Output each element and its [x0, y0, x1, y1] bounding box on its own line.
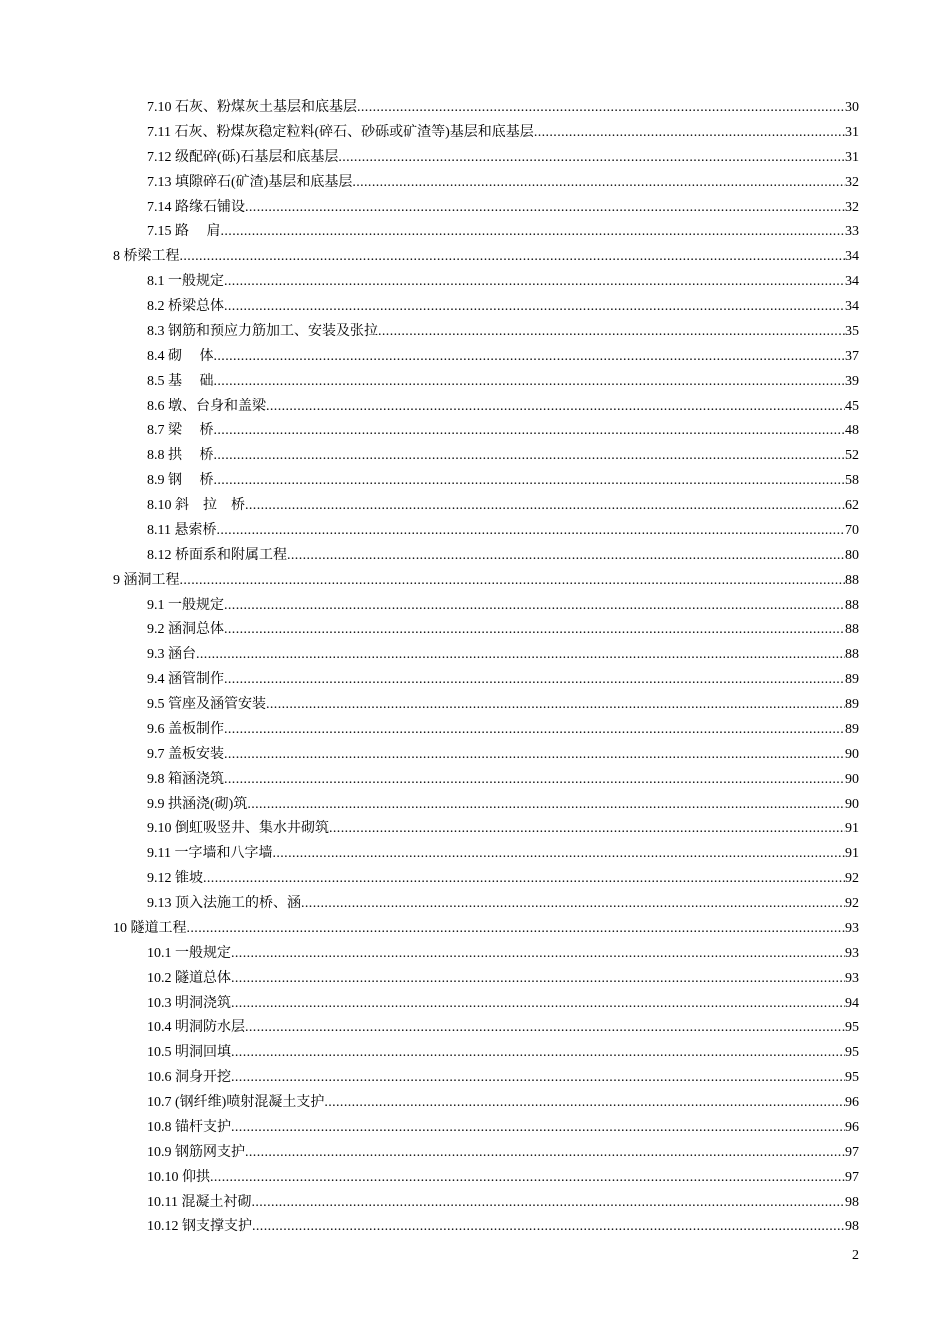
- toc-entry-page: 80: [845, 547, 859, 563]
- toc-entry-title: 9.9 拱涵浇(砌)筑: [147, 796, 248, 812]
- toc-entry-page: 31: [845, 149, 859, 165]
- toc-section-entry[interactable]: [0, 469, 950, 494]
- toc-entry-line: [147, 1116, 859, 1141]
- toc-entry-page: 30: [845, 100, 859, 115]
- dot-leader: [301, 892, 845, 917]
- toc-section-entry[interactable]: [0, 594, 950, 619]
- dot-leader: [378, 320, 845, 345]
- toc-section-entry[interactable]: [0, 693, 950, 718]
- toc-section-entry[interactable]: [0, 768, 950, 793]
- toc-entry-page: 97: [845, 1169, 859, 1185]
- toc-entry-title: 8.7 梁 桥: [147, 423, 214, 439]
- toc-entry-page: 52: [845, 448, 859, 464]
- toc-entry-title: 10.10 仰拱: [147, 1169, 210, 1185]
- toc-section-entry[interactable]: [0, 320, 950, 345]
- toc-section-entry[interactable]: [0, 121, 950, 146]
- dot-leader: [266, 395, 845, 420]
- toc-entry-page: 88: [845, 597, 859, 613]
- dot-leader: [534, 121, 845, 146]
- toc-entry-page: 89: [845, 721, 859, 737]
- toc-entry-page: 89: [845, 672, 859, 688]
- toc-entry-title: 10.6 洞身开挖: [147, 1070, 231, 1086]
- toc-entry-title: 10.1 一般规定: [147, 945, 231, 961]
- toc-entry-line: [147, 618, 859, 643]
- toc-entry-title: 9.4 涵管制作: [147, 672, 224, 688]
- toc-entry-line: [147, 295, 859, 320]
- dot-leader: [224, 768, 845, 793]
- toc-section-entry[interactable]: [0, 544, 950, 569]
- toc-entry-title: 9.7 盖板安装: [147, 746, 224, 762]
- dot-leader: [214, 345, 846, 370]
- toc-section-entry[interactable]: [0, 743, 950, 768]
- toc-entry-line: [147, 967, 859, 992]
- toc-entry-line: [147, 320, 859, 345]
- toc-entry-title: 9.10 倒虹吸竖井、集水井砌筑: [147, 821, 329, 837]
- toc-entry-line: [147, 196, 859, 221]
- dot-leader: [180, 245, 846, 270]
- toc-entry-title: 8 桥梁工程: [113, 249, 180, 265]
- dot-leader: [231, 942, 845, 967]
- toc-section-entry[interactable]: [0, 618, 950, 643]
- toc-section-entry[interactable]: [0, 419, 950, 444]
- dot-leader: [245, 1141, 845, 1166]
- toc-entry-line: [147, 121, 859, 146]
- toc-entry-page: 90: [845, 771, 859, 787]
- toc-section-entry[interactable]: [0, 942, 950, 967]
- toc-entry-title: 10.7 (钢纤维)喷射混凝土支护: [147, 1095, 325, 1110]
- toc-entry-title: 9.2 涵洞总体: [147, 622, 224, 638]
- toc-section-entry[interactable]: [0, 793, 950, 818]
- toc-entry-title: 9.8 箱涵浇筑: [147, 771, 224, 787]
- toc-chapter-entry[interactable]: [0, 569, 950, 594]
- dot-leader: [203, 867, 845, 892]
- toc-entry-page: 58: [845, 473, 859, 489]
- toc-entry-line: [147, 171, 859, 196]
- dot-leader: [221, 220, 846, 245]
- toc-section-entry[interactable]: [0, 1166, 950, 1191]
- toc-entry-title: 8.5 基 础: [147, 373, 214, 389]
- toc-entry-title: 7.11 石灰、粉煤灰稳定粒料(碎石、砂砾或矿渣等)基层和底基层: [147, 124, 534, 140]
- toc-entry-line: [147, 693, 859, 718]
- toc-entry-page: 98: [845, 1219, 859, 1235]
- dot-leader: [245, 196, 845, 221]
- toc-entry-line: [147, 718, 859, 743]
- toc-section-entry[interactable]: [0, 146, 950, 171]
- dot-leader: [272, 842, 845, 867]
- toc-entry-title: 7.13 填隙碎石(矿渣)基层和底基层: [147, 174, 353, 190]
- dot-leader: [224, 718, 845, 743]
- toc-section-entry[interactable]: [0, 395, 950, 420]
- toc-section-entry[interactable]: [0, 1215, 950, 1240]
- toc-entry-page: 93: [845, 945, 859, 961]
- toc-entry-title: 10.12 钢支撑支护: [147, 1219, 252, 1235]
- toc-entry-title: 9 涵洞工程: [113, 572, 180, 588]
- toc-entry-title: 9.13 顶入法施工的桥、涵: [147, 896, 301, 911]
- toc-entry-title: 8.3 钢筋和预应力筋加工、安装及张拉: [147, 323, 378, 339]
- toc-entry-page: 32: [845, 174, 859, 190]
- dot-leader: [224, 295, 845, 320]
- toc-entry-page: 88: [845, 647, 859, 663]
- toc-entry-title: 8.9 钢 桥: [147, 473, 214, 489]
- dot-leader: [216, 519, 845, 544]
- toc-entry-title: 8.2 桥梁总体: [147, 299, 224, 314]
- toc-section-entry[interactable]: [0, 1066, 950, 1091]
- toc-entry-line: [147, 768, 859, 793]
- toc-entry-line: [147, 220, 859, 245]
- toc-section-entry[interactable]: [0, 1191, 950, 1216]
- dot-leader: [214, 370, 846, 395]
- toc-chapter-entry[interactable]: [0, 917, 950, 942]
- dot-leader: [338, 146, 845, 171]
- toc-entry-title: 10 隧道工程: [113, 920, 187, 936]
- toc-entry-title: 8.6 墩、台身和盖梁: [147, 398, 266, 414]
- toc-section-entry[interactable]: [0, 494, 950, 519]
- toc-entry-title: 9.12 锥坡: [147, 871, 203, 887]
- toc-entry-title: 9.11 一字墙和八字墙: [147, 846, 273, 862]
- toc-entry-title: 9.6 盖板制作: [147, 721, 224, 737]
- toc-section-entry[interactable]: [0, 643, 950, 668]
- toc-entry-page: 34: [845, 249, 859, 265]
- toc-entry-line: [147, 370, 859, 395]
- toc-section-entry[interactable]: [0, 967, 950, 992]
- toc-entry-title: 10.9 钢筋网支护: [147, 1144, 245, 1160]
- toc-section-entry[interactable]: [0, 1041, 950, 1066]
- toc-entry-line: [147, 270, 859, 295]
- toc-entry-page: 34: [845, 274, 859, 290]
- toc-section-entry[interactable]: [0, 718, 950, 743]
- toc-entry-line: [147, 1141, 859, 1166]
- toc-section-entry[interactable]: [0, 1016, 950, 1041]
- toc-entry-page: 95: [845, 1045, 859, 1061]
- toc-entry-page: 32: [845, 199, 859, 215]
- toc-entry-title: 10.5 明洞回填: [147, 1045, 231, 1061]
- toc-entry-line: [147, 345, 859, 370]
- toc-section-entry[interactable]: [0, 270, 950, 295]
- dot-leader: [247, 793, 845, 818]
- toc-entry-line: [113, 917, 859, 942]
- dot-leader: [352, 171, 845, 196]
- toc-entry-page: 91: [845, 846, 859, 862]
- toc-entry-line: [147, 1041, 859, 1066]
- toc-entry-title: 9.3 涵台: [147, 647, 196, 663]
- toc-entry-page: 92: [845, 896, 859, 911]
- dot-leader: [214, 444, 846, 469]
- toc-entry-page: 92: [845, 871, 859, 887]
- toc-entry-line: [147, 444, 859, 469]
- toc-entry-page: 48: [845, 423, 859, 439]
- dot-leader: [251, 1191, 845, 1216]
- toc-entry-line: [147, 842, 859, 867]
- toc-entry-line: [147, 594, 859, 619]
- dot-leader: [287, 544, 845, 569]
- dot-leader: [210, 1166, 845, 1191]
- toc-entry-line: [113, 245, 859, 270]
- page-number: 2: [852, 1248, 859, 1263]
- toc-entry-line: [147, 494, 859, 519]
- dot-leader: [357, 96, 845, 121]
- toc-entry-title: 10.3 明洞浇筑: [147, 995, 231, 1011]
- dot-leader: [231, 1116, 845, 1141]
- dot-leader: [224, 668, 845, 693]
- toc-section-entry[interactable]: [0, 867, 950, 892]
- dot-leader: [224, 270, 845, 295]
- toc-entry-line: [147, 1016, 859, 1041]
- toc-section-entry[interactable]: [0, 220, 950, 245]
- toc-entry-page: 34: [845, 299, 859, 314]
- toc-section-entry[interactable]: [0, 370, 950, 395]
- toc-entry-line: [147, 96, 859, 121]
- dot-leader: [252, 1215, 845, 1240]
- dot-leader: [266, 693, 845, 718]
- toc-entry-page: 91: [845, 821, 859, 837]
- toc-entry-line: [147, 942, 859, 967]
- dot-leader: [196, 643, 845, 668]
- toc-entry-page: 89: [845, 697, 859, 712]
- toc-entry-title: 9.5 管座及涵管安装: [147, 697, 266, 712]
- toc-entry-page: 93: [845, 970, 859, 986]
- toc-entry-line: [147, 892, 859, 917]
- toc-entry-page: 45: [845, 398, 859, 414]
- toc-entry-title: 10.8 锚杆支护: [147, 1119, 231, 1135]
- toc-entry-page: 96: [845, 1119, 859, 1135]
- toc-entry-title: 10.2 隧道总体: [147, 970, 231, 986]
- toc-entry-line: [147, 146, 859, 171]
- dot-leader: [231, 967, 845, 992]
- toc-entry-title: 10.4 明洞防水层: [147, 1020, 245, 1036]
- toc-section-entry[interactable]: [0, 295, 950, 320]
- toc-entry-line: [147, 519, 859, 544]
- toc-entry-line: [147, 1066, 859, 1091]
- toc-entry-page: 94: [845, 995, 859, 1011]
- dot-leader: [224, 743, 845, 768]
- toc-entry-page: 95: [845, 1020, 859, 1036]
- toc-entry-title: 8.1 一般规定: [147, 274, 224, 290]
- toc-section-entry[interactable]: [0, 817, 950, 842]
- toc-section-entry[interactable]: [0, 668, 950, 693]
- toc-entry-line: [147, 544, 859, 569]
- toc-entry-line: [147, 1091, 859, 1116]
- toc-entry-line: [147, 992, 859, 1017]
- toc-entry-page: 90: [845, 746, 859, 762]
- toc-entry-page: 98: [845, 1194, 859, 1210]
- toc-entry-title: 7.10 石灰、粉煤灰土基层和底基层: [147, 100, 357, 115]
- toc-entry-line: [113, 569, 859, 594]
- dot-leader: [224, 594, 845, 619]
- toc-entry-page: 93: [845, 920, 859, 936]
- table-of-contents: [0, 96, 950, 1240]
- toc-entry-line: [147, 743, 859, 768]
- toc-entry-title: 7.15 路 肩: [147, 224, 221, 240]
- toc-section-entry[interactable]: [0, 96, 950, 121]
- toc-entry-page: 70: [845, 522, 859, 538]
- toc-entry-title: 7.12 级配碎(砾)石基层和底基层: [147, 149, 339, 165]
- toc-entry-line: [147, 643, 859, 668]
- toc-section-entry[interactable]: [0, 345, 950, 370]
- dot-leader: [180, 569, 846, 594]
- toc-entry-line: [147, 395, 859, 420]
- toc-section-entry[interactable]: [0, 519, 950, 544]
- dot-leader: [329, 817, 845, 842]
- toc-section-entry[interactable]: [0, 444, 950, 469]
- toc-section-entry[interactable]: [0, 171, 950, 196]
- toc-section-entry[interactable]: [0, 892, 950, 917]
- toc-entry-title: 8.10 斜 拉 桥: [147, 498, 245, 513]
- toc-entry-page: 97: [845, 1144, 859, 1160]
- dot-leader: [231, 1041, 845, 1066]
- dot-leader: [231, 992, 845, 1017]
- toc-entry-title: 9.1 一般规定: [147, 597, 224, 613]
- toc-entry-page: 31: [845, 124, 859, 140]
- dot-leader: [224, 618, 845, 643]
- dot-leader: [245, 494, 845, 519]
- toc-entry-page: 90: [845, 796, 859, 812]
- dot-leader: [187, 917, 846, 942]
- dot-leader: [231, 1066, 845, 1091]
- toc-section-entry[interactable]: [0, 992, 950, 1017]
- toc-entry-line: [147, 419, 859, 444]
- toc-entry-page: 88: [845, 622, 859, 638]
- toc-entry-page: 88: [845, 572, 859, 588]
- toc-chapter-entry[interactable]: [0, 245, 950, 270]
- dot-leader: [245, 1016, 845, 1041]
- toc-section-entry[interactable]: [0, 196, 950, 221]
- toc-entry-title: 8.12 桥面系和附属工程: [147, 547, 287, 563]
- toc-entry-line: [147, 1215, 859, 1240]
- dot-leader: [214, 419, 846, 444]
- dot-leader: [214, 469, 846, 494]
- toc-entry-page: 35: [845, 323, 859, 339]
- toc-entry-page: 95: [845, 1070, 859, 1086]
- toc-entry-line: [147, 817, 859, 842]
- toc-entry-page: 39: [845, 373, 859, 389]
- toc-section-entry[interactable]: [0, 1116, 950, 1141]
- toc-entry-page: 37: [845, 348, 859, 364]
- toc-entry-line: [147, 1191, 859, 1216]
- toc-entry-page: 33: [845, 224, 859, 240]
- toc-entry-line: [147, 668, 859, 693]
- toc-entry-page: 96: [845, 1095, 859, 1110]
- toc-section-entry[interactable]: [0, 842, 950, 867]
- dot-leader: [324, 1091, 845, 1116]
- toc-entry-title: 8.11 悬索桥: [147, 522, 217, 538]
- toc-entry-line: [147, 867, 859, 892]
- toc-entry-title: 7.14 路缘石铺设: [147, 199, 245, 215]
- toc-entry-line: [147, 469, 859, 494]
- toc-entry-title: 8.4 砌 体: [147, 348, 214, 364]
- toc-entry-title: 10.11 混凝土衬砌: [147, 1194, 252, 1210]
- toc-section-entry[interactable]: [0, 1141, 950, 1166]
- toc-entry-title: 8.8 拱 桥: [147, 448, 214, 464]
- toc-entry-line: [147, 1166, 859, 1191]
- toc-entry-page: 62: [845, 498, 859, 513]
- toc-section-entry[interactable]: [0, 1091, 950, 1116]
- toc-entry-line: [147, 793, 859, 818]
